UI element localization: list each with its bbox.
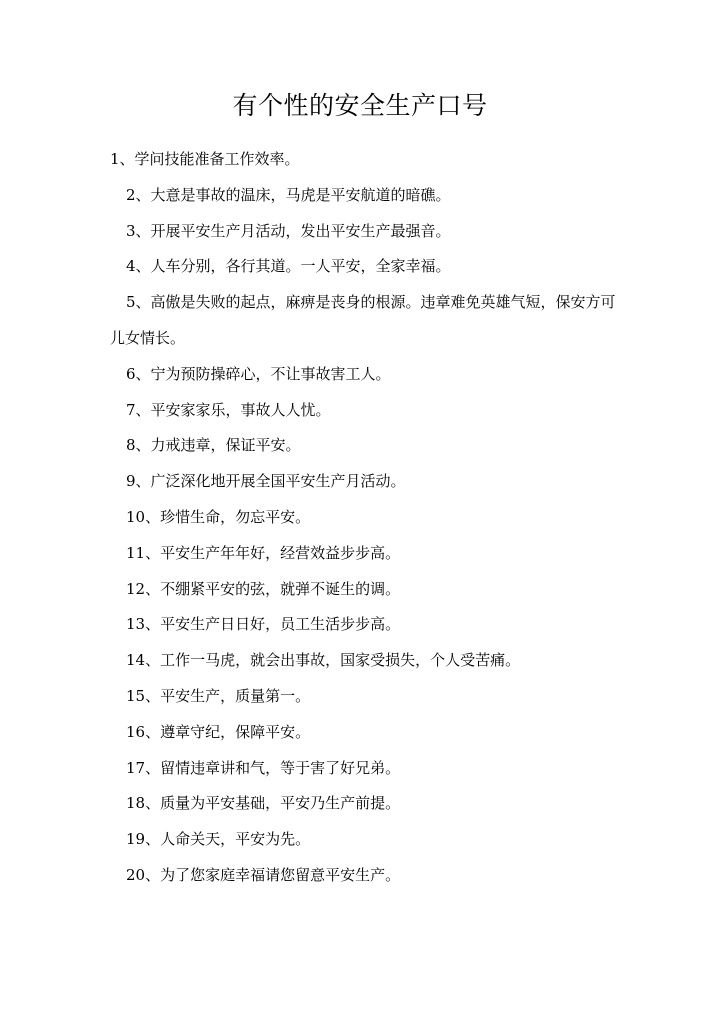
slogan-item: 20、为了您家庭幸福请您留意平安生产。 — [126, 865, 401, 884]
slogan-item: 19、人命关天，平安为先。 — [126, 830, 311, 849]
slogan-item: 15、平安生产，质量第一。 — [126, 686, 311, 705]
slogan-item: 17、留情违章讲和气，等于害了好兄弟。 — [126, 758, 401, 777]
slogan-item: 1、学问技能准备工作效率。 — [110, 150, 300, 168]
slogan-item: 13、平安生产日日好，员工生活步步高。 — [126, 615, 401, 634]
slogan-item: 4、人车分别，各行其道。一人平安，全家幸福。 — [126, 257, 451, 276]
slogan-item: 6、宁为预防操碎心，不让事故害工人。 — [126, 364, 391, 383]
slogan-item: 9、广泛深化地开展全国平安生产月活动。 — [126, 472, 406, 491]
document-title: 有个性的安全生产口号 — [232, 91, 488, 120]
slogan-item: 3、开展平安生产月活动，发出平安生产最强音。 — [126, 221, 451, 240]
slogan-item: 11、平安生产年年好，经营效益步步高。 — [126, 543, 401, 562]
slogan-list — [110, 142, 620, 894]
slogan-item: 12、不绷紧平安的弦，就弹不诞生的调。 — [126, 579, 401, 598]
slogan-item: 7、平安家家乐，事故人人忧。 — [126, 400, 331, 419]
slogan-item: 2、大意是事故的温床，马虎是平安航道的暗礁。 — [126, 185, 451, 204]
slogan-item: 18、质量为平安基础，平安乃生产前提。 — [126, 794, 401, 813]
slogan-item: 8、力戒违章，保证平安。 — [126, 436, 301, 455]
slogan-item: 14、工作一马虎，就会出事故，国家受损失，个人受苦痛。 — [126, 651, 521, 670]
slogan-item: 16、遵章守纪，保障平安。 — [126, 722, 311, 741]
slogan-item: 5、高傲是失败的起点，麻痹是丧身的根源。违章难免英雄气短，保安方可儿女情长。 — [110, 293, 616, 347]
slogan-item: 10、珍惜生命，勿忘平安。 — [126, 507, 311, 526]
